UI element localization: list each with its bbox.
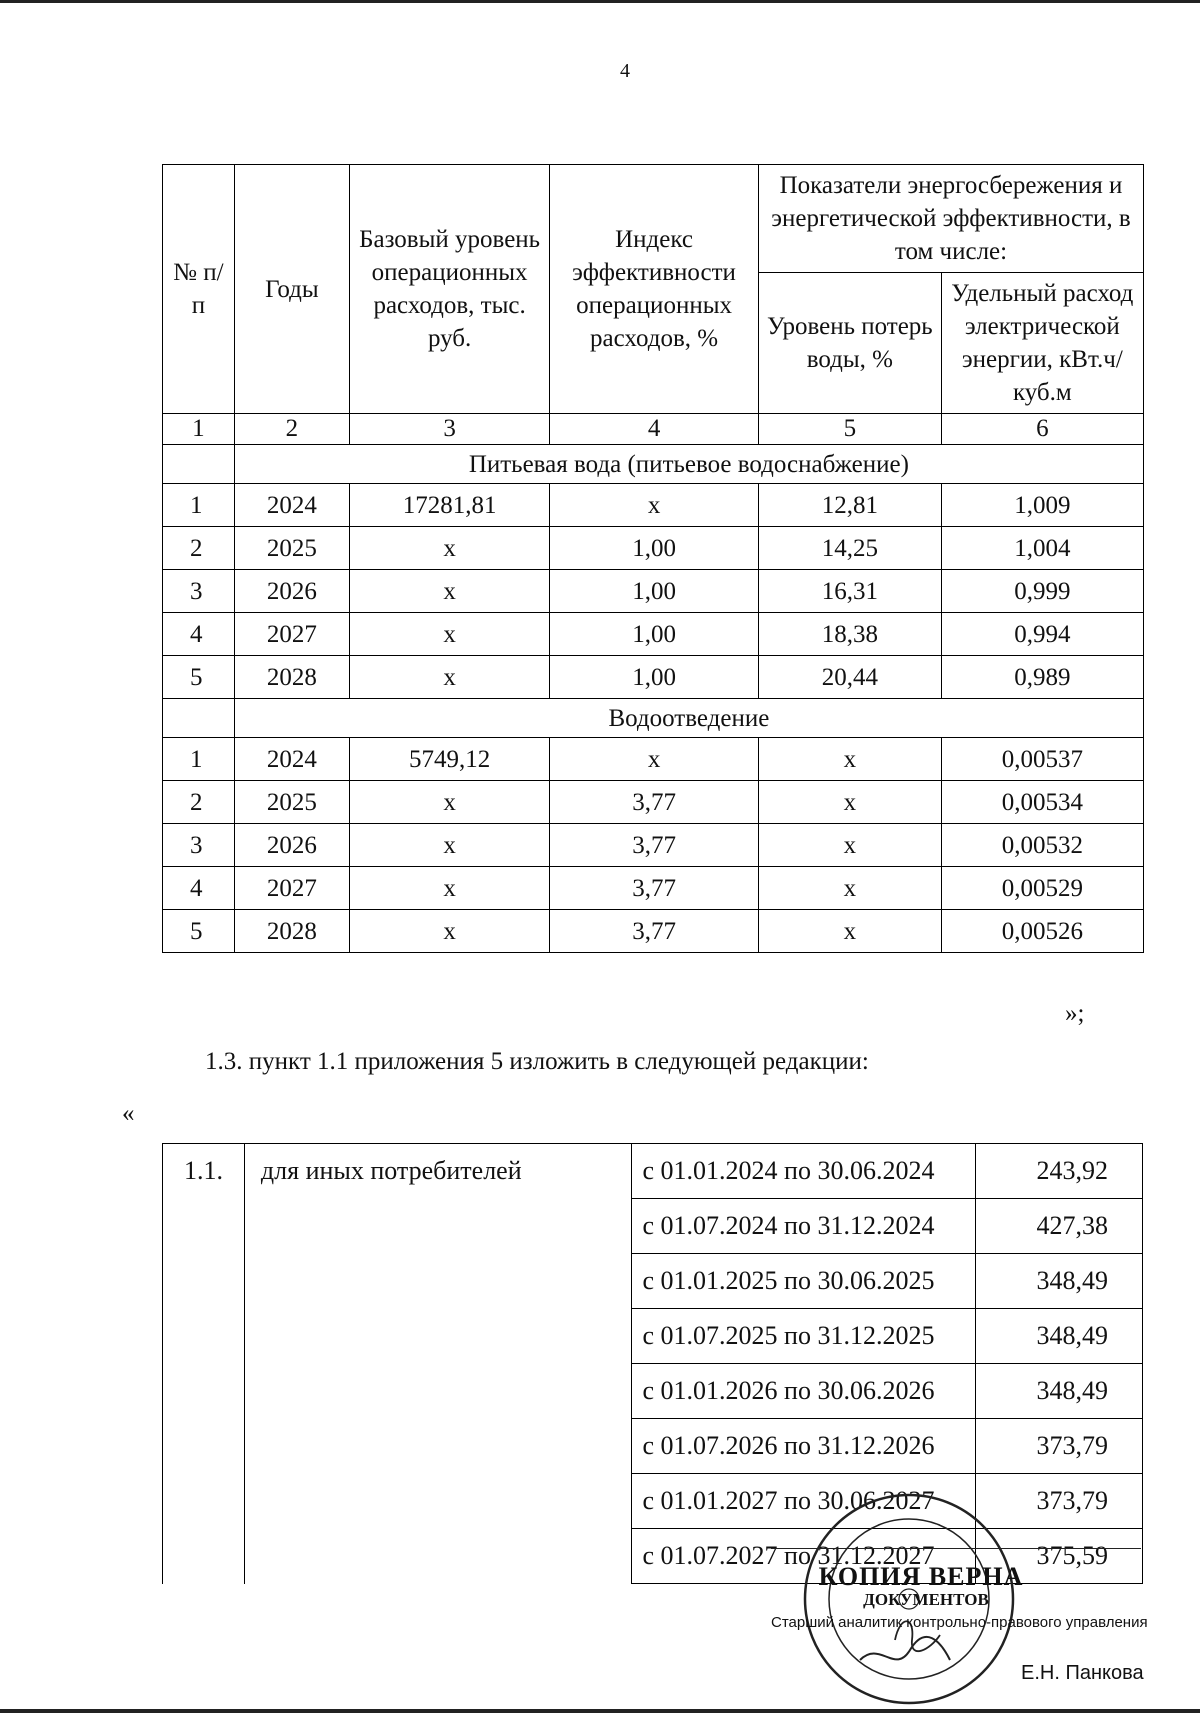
table-cell: х: [350, 656, 550, 699]
table-cell: х: [550, 484, 759, 527]
stamp-signer-name: Е.Н. Панкова: [1021, 1662, 1144, 1684]
header-years: Годы: [234, 165, 349, 414]
indicators-table: [162, 164, 1144, 953]
column-number: 1: [163, 414, 235, 445]
tariff-period: с 01.01.2024 по 30.06.2024: [632, 1144, 976, 1199]
certification-stamp: [771, 1540, 1161, 1710]
table-cell: 0,00537: [941, 738, 1143, 781]
table-cell: 1,00: [550, 613, 759, 656]
column-number: 3: [350, 414, 550, 445]
table-cell: х: [350, 781, 550, 824]
column-number: 2: [234, 414, 349, 445]
table-cell: 2026: [234, 570, 349, 613]
table-cell: 5: [163, 910, 235, 953]
page-number: 4: [620, 60, 630, 82]
table-cell: 17281,81: [350, 484, 550, 527]
table-cell: х: [350, 527, 550, 570]
scan-bottom-edge: [0, 1709, 1200, 1713]
tariff-value: 427,38: [976, 1199, 1143, 1254]
table-cell: 20,44: [758, 656, 941, 699]
header-base-level: Базовый уровень операционных расходов, тыс. руб.: [350, 165, 550, 414]
table-cell: 1,009: [941, 484, 1143, 527]
table-row: [163, 484, 1144, 527]
tariff-value: 243,92: [976, 1144, 1143, 1199]
table-cell: х: [758, 867, 941, 910]
tariff-table-body: [163, 1144, 1143, 1584]
table-cell: 2: [163, 781, 235, 824]
header-energy-group: Показатели энергосбережения и энергетической эффективности, в том числе:: [758, 165, 1143, 273]
header-num: № п/п: [163, 165, 235, 414]
table-cell: 4: [163, 867, 235, 910]
table-cell: х: [758, 910, 941, 953]
column-number: 6: [941, 414, 1143, 445]
scan-top-edge: [0, 0, 1200, 3]
table-cell: 0,999: [941, 570, 1143, 613]
stamp-title: КОПИЯ ВЕРНА: [818, 1562, 1024, 1591]
table-row: [163, 613, 1144, 656]
table-cell: х: [350, 867, 550, 910]
table-cell: 14,25: [758, 527, 941, 570]
table-cell: 12,81: [758, 484, 941, 527]
table-cell: х: [758, 824, 941, 867]
table-cell: 0,00532: [941, 824, 1143, 867]
tariff-period: с 01.07.2025 по 31.12.2025: [632, 1309, 976, 1364]
stamp-subtitle: ДОКУМЕНТОВ: [863, 1590, 989, 1609]
table-cell: 1,00: [550, 656, 759, 699]
table-cell: 4: [163, 613, 235, 656]
table-cell: 2: [163, 527, 235, 570]
table-row: [163, 527, 1144, 570]
table-row: [163, 910, 1144, 953]
table-cell: 2025: [234, 781, 349, 824]
table-cell: 3,77: [550, 867, 759, 910]
table-cell: 2026: [234, 824, 349, 867]
tariff-value: 375,59: [976, 1529, 1143, 1584]
tariff-row: [163, 1144, 1143, 1199]
section-title: Водоотведение: [234, 699, 1143, 738]
table-cell: 3,77: [550, 781, 759, 824]
tariff-value: 373,79: [976, 1419, 1143, 1474]
tariff-consumer-group: для иных потребителей: [244, 1144, 632, 1584]
table-cell: 1,004: [941, 527, 1143, 570]
tariff-period: с 01.07.2024 по 31.12.2024: [632, 1199, 976, 1254]
tariff-item-number: 1.1.: [163, 1144, 245, 1584]
table-cell: 2028: [234, 656, 349, 699]
table-row: [163, 738, 1144, 781]
table-cell: 2024: [234, 484, 349, 527]
table-cell: 1,00: [550, 570, 759, 613]
tariff-value: 348,49: [976, 1309, 1143, 1364]
indicators-table-body: [163, 414, 1144, 953]
table-row: [163, 867, 1144, 910]
table-cell: 1: [163, 484, 235, 527]
header-energy-consumption: Удельный расход электрической энергии, кВт.ч/куб.м: [941, 273, 1143, 414]
table-cell: 0,00526: [941, 910, 1143, 953]
header-water-loss: Уровень потерь воды, %: [758, 273, 941, 414]
section-num-cell: [163, 445, 235, 484]
tariff-table: [162, 1143, 1143, 1584]
column-number: 5: [758, 414, 941, 445]
tariff-period: с 01.01.2025 по 30.06.2025: [632, 1254, 976, 1309]
table-row: [163, 824, 1144, 867]
table-cell: 2025: [234, 527, 349, 570]
stamp-position: Старший аналитик контрольно-правового управления: [771, 1614, 1148, 1631]
table-cell: 3,77: [550, 824, 759, 867]
table-cell: х: [550, 738, 759, 781]
table-cell: 1: [163, 738, 235, 781]
stamp-rule: [771, 1548, 1141, 1549]
section-row: [163, 445, 1144, 484]
table-cell: х: [758, 738, 941, 781]
opening-quote: «: [122, 1100, 135, 1127]
header-efficiency-index: Индекс эффективности операционных расходов, %: [550, 165, 759, 414]
tariff-period: с 01.07.2026 по 31.12.2026: [632, 1419, 976, 1474]
table-cell: 2027: [234, 867, 349, 910]
section-title: Питьевая вода (питьевое водоснабжение): [234, 445, 1143, 484]
tariff-period: с 01.07.2027 по 31.12.2027: [632, 1529, 976, 1584]
table-cell: 3: [163, 570, 235, 613]
table-cell: 0,00529: [941, 867, 1143, 910]
table-cell: 1,00: [550, 527, 759, 570]
tariff-period: с 01.01.2026 по 30.06.2026: [632, 1364, 976, 1419]
table-row: [163, 781, 1144, 824]
amendment-note: 1.3. пункт 1.1 приложения 5 изложить в следующей редакции:: [205, 1048, 869, 1075]
table-row: [163, 570, 1144, 613]
table-cell: 16,31: [758, 570, 941, 613]
closing-quote: »;: [1065, 1000, 1085, 1027]
table-cell: х: [350, 613, 550, 656]
table-cell: х: [758, 781, 941, 824]
section-num-cell: [163, 699, 235, 738]
table-cell: 5749,12: [350, 738, 550, 781]
section-row: [163, 699, 1144, 738]
table-cell: 2028: [234, 910, 349, 953]
column-number: 4: [550, 414, 759, 445]
tariff-value: 348,49: [976, 1254, 1143, 1309]
table-cell: х: [350, 910, 550, 953]
table-row: [163, 656, 1144, 699]
tariff-value: 373,79: [976, 1474, 1143, 1529]
table-cell: х: [350, 824, 550, 867]
column-number-row: [163, 414, 1144, 445]
table-cell: х: [350, 570, 550, 613]
table-cell: 5: [163, 656, 235, 699]
table-cell: 0,00534: [941, 781, 1143, 824]
table-cell: 3,77: [550, 910, 759, 953]
table-cell: 0,994: [941, 613, 1143, 656]
tariff-period: с 01.01.2027 по 30.06.2027: [632, 1474, 976, 1529]
table-cell: 2024: [234, 738, 349, 781]
table-cell: 2027: [234, 613, 349, 656]
table-cell: 0,989: [941, 656, 1143, 699]
table-cell: 18,38: [758, 613, 941, 656]
table-cell: 3: [163, 824, 235, 867]
tariff-value: 348,49: [976, 1364, 1143, 1419]
